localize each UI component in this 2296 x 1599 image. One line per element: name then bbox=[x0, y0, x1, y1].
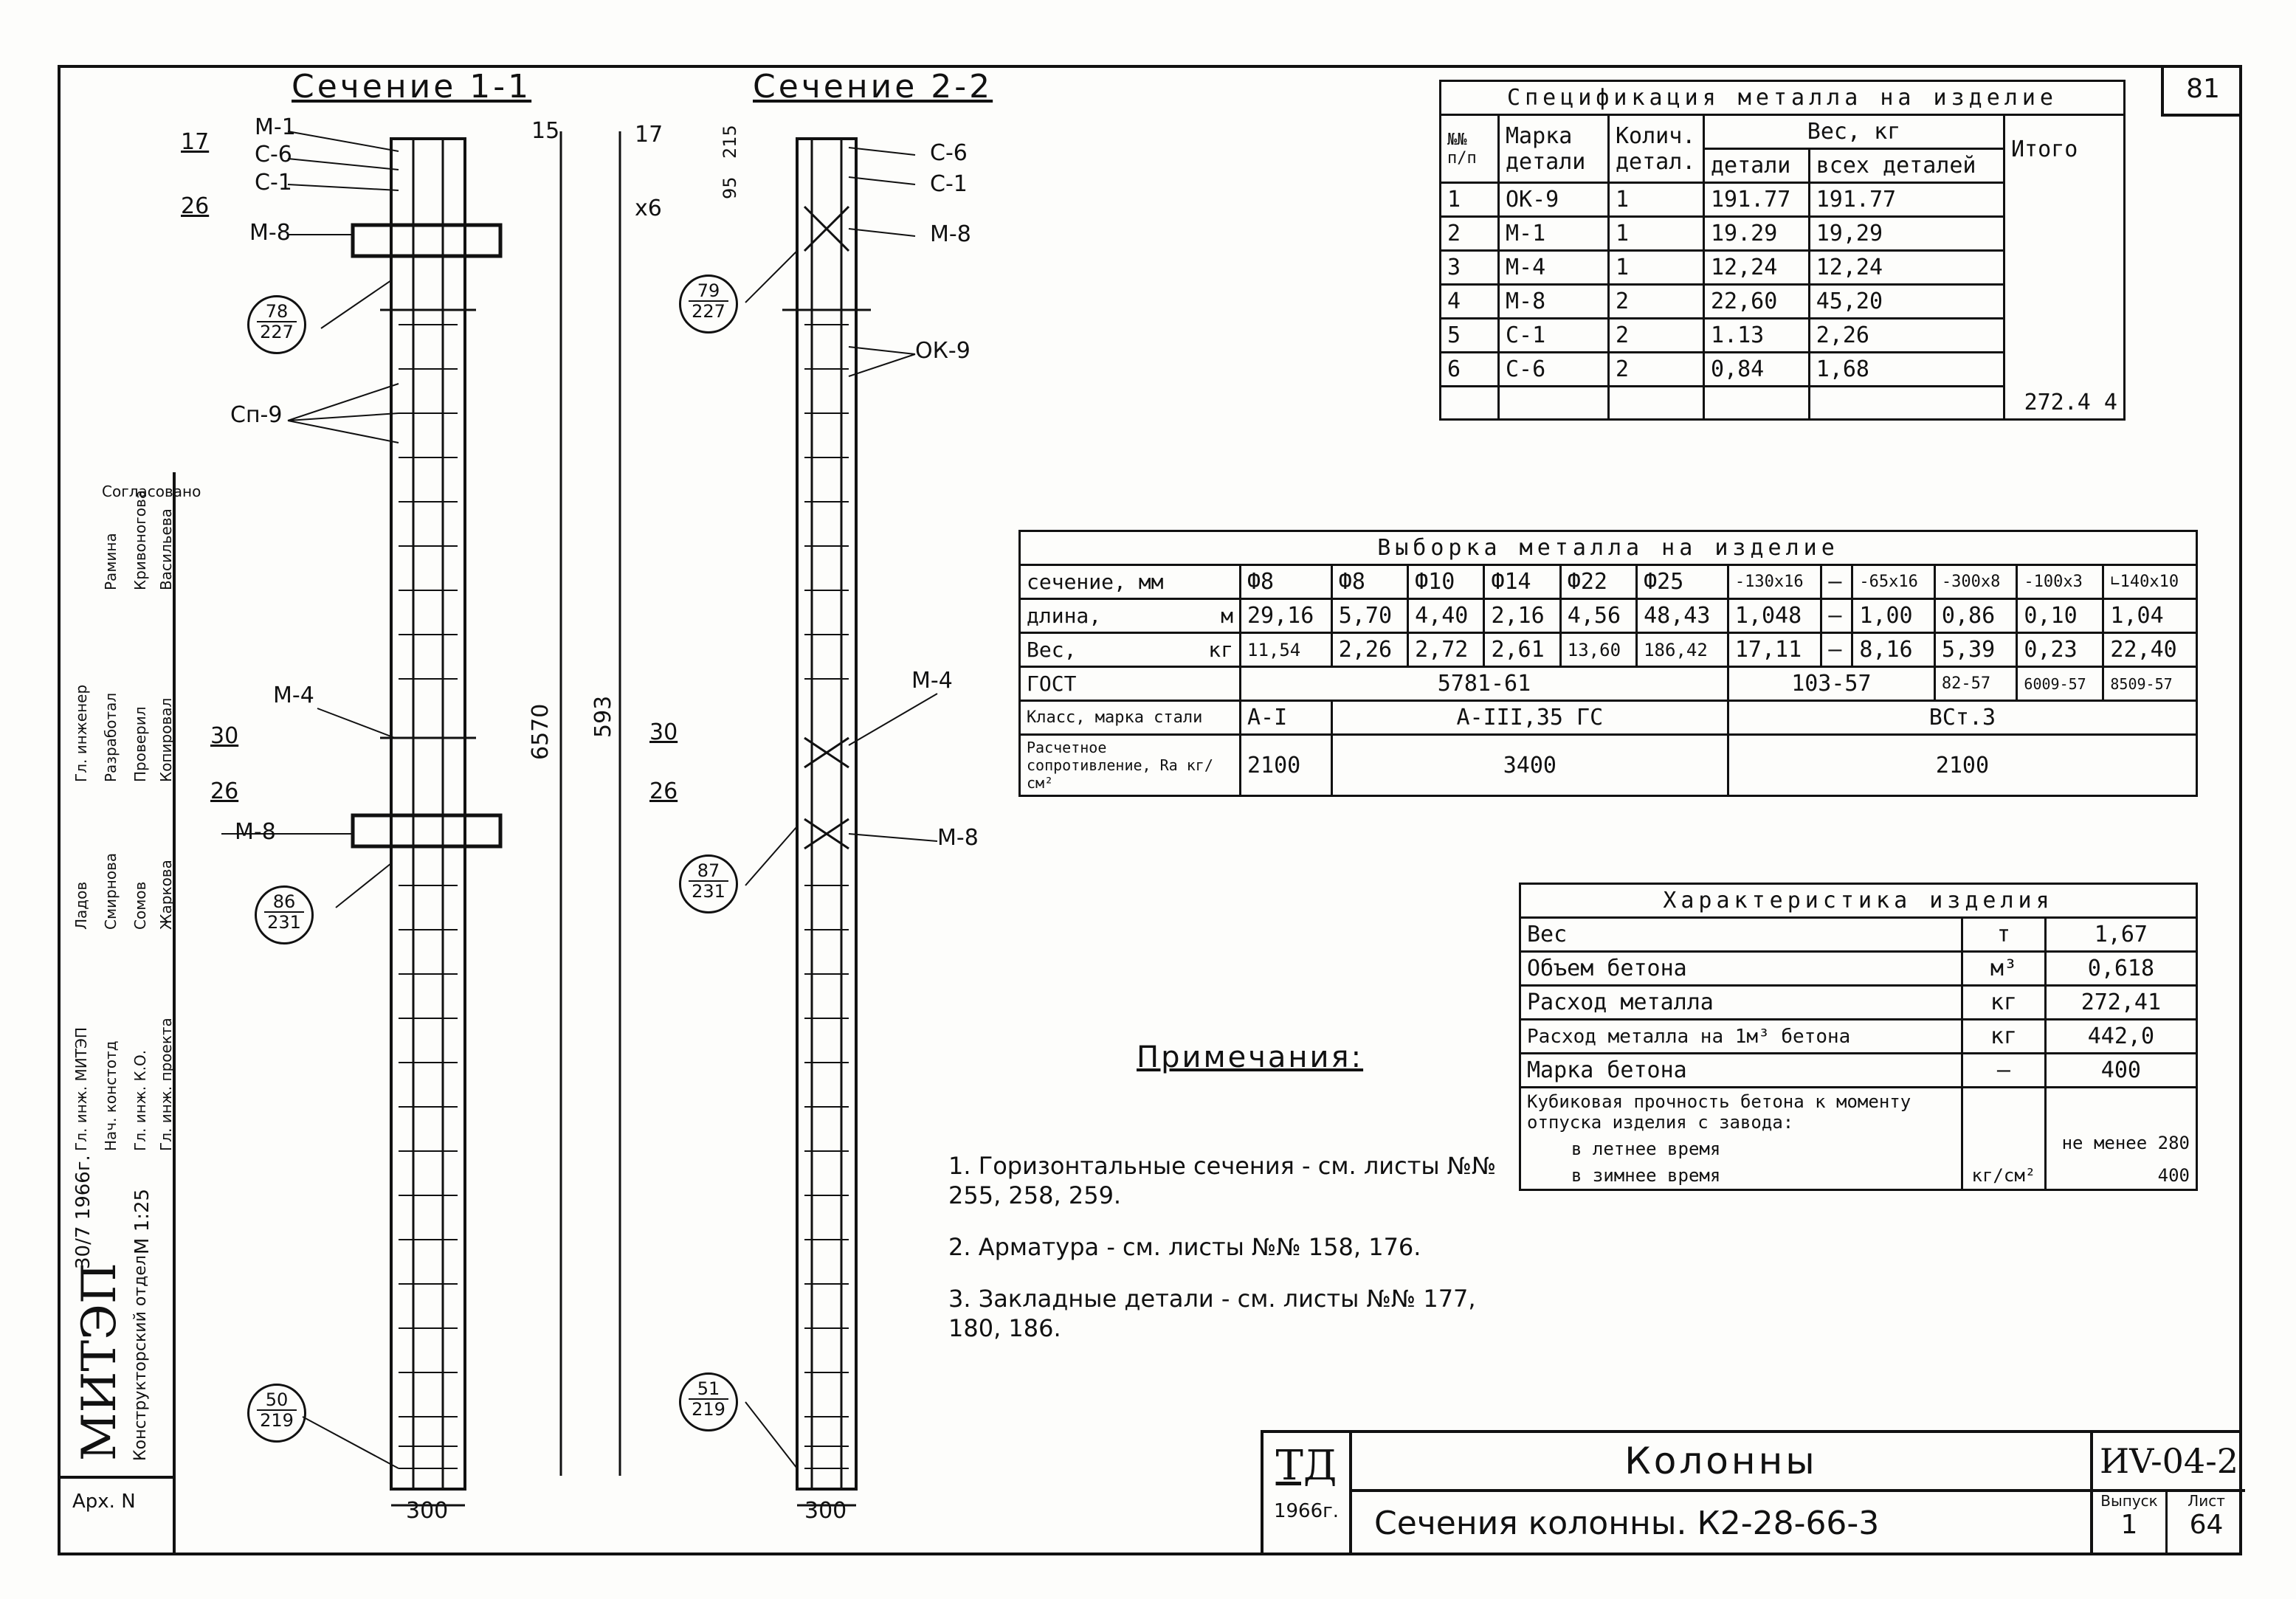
label-c1-s2: С-1 bbox=[930, 171, 968, 197]
dept-name: Конструкторский отдел bbox=[131, 1255, 150, 1461]
mark-26: 26 bbox=[181, 193, 210, 219]
role-2: Разработал bbox=[102, 692, 120, 782]
chief-3: Гл. инж. К.О. bbox=[131, 1049, 149, 1151]
table-row: 3 М-4 1 12,24 12,24 bbox=[1441, 251, 2125, 285]
role-3: Проверил bbox=[131, 706, 149, 782]
table-row: Вес, кг 11,54 2,26 2,72 2,61 13,60 186,42 17,11 — 8,16 5,39 0,23 22,40 bbox=[1020, 633, 2197, 667]
title-sheet-label: Лист bbox=[2188, 1492, 2225, 1510]
callout-50-219: 50 219 bbox=[247, 1384, 306, 1443]
spec-h-detail: детали bbox=[1704, 149, 1810, 183]
section-1-1-title: Сечение 1-1 bbox=[292, 68, 532, 106]
table-row: длина, м 29,16 5,70 4,40 2,16 4,56 48,43 1,048 — 1,00 0,86 0,10 1,04 bbox=[1020, 599, 2197, 633]
title-sheet: 64 bbox=[2189, 1510, 2224, 1540]
org-name: МИТЭП bbox=[72, 1263, 127, 1461]
label-m8-s2-bottom: М-8 bbox=[937, 825, 979, 851]
title-issue: 1 bbox=[2120, 1510, 2138, 1540]
section-2-2-title: Сечение 2-2 bbox=[753, 68, 993, 106]
callout-51-219: 51 219 bbox=[679, 1372, 738, 1431]
chief-1: Гл. инж. МИТЭП bbox=[72, 1027, 90, 1151]
person-vasilyeva: Васильева bbox=[157, 508, 175, 590]
callout-79-227: 79 227 bbox=[679, 274, 738, 334]
spec-h-total: Итого bbox=[2004, 115, 2124, 183]
spec-title: Спецификация металла на изделие bbox=[1441, 81, 2125, 115]
mark-17: 17 bbox=[181, 129, 210, 155]
title-issue-label: Выпуск bbox=[2100, 1492, 2158, 1510]
role-1: Гл. инженер bbox=[72, 684, 90, 782]
title-name2: Сечения колонны. К2-28-66-3 bbox=[1374, 1505, 1880, 1542]
table-row: сечение, мм Ф8 Ф8 Ф10 Ф14 Ф22 Ф25 -130х16 — -65х16 -300х8 -100х3 ∟140х10 bbox=[1020, 565, 2197, 599]
mark-30: 30 bbox=[210, 723, 239, 749]
chief-2: Нач. констотд bbox=[102, 1040, 120, 1151]
approved-label: Согласовано bbox=[102, 483, 201, 500]
person-ladov: Ладов bbox=[72, 881, 90, 930]
table-row: 5 С-1 2 1.13 2,26 bbox=[1441, 319, 2125, 353]
label-cp9: Сп-9 bbox=[230, 402, 283, 428]
dim-x6: х6 bbox=[635, 196, 662, 221]
label-m8-top: М-8 bbox=[249, 220, 291, 246]
table-row: 1 ОК-9 1 191.77 191.77 bbox=[1441, 183, 2125, 217]
spec-h-all: всех деталей bbox=[1809, 149, 2004, 183]
title-year: 1966г. bbox=[1273, 1500, 1340, 1522]
label-m4: М-4 bbox=[273, 683, 314, 708]
dim-300-left: 300 bbox=[406, 1498, 449, 1524]
table-row: Кубиковая прочность бетона к моменту отпуска изделия с завода: в летнее время в зимнее время кг/см² не менее 280 400 bbox=[1520, 1088, 2197, 1190]
label-m1: М-1 bbox=[255, 114, 296, 140]
sel-section-label: сечение, мм bbox=[1020, 565, 1241, 599]
label-m8-bottom: М-8 bbox=[235, 819, 276, 845]
spec-total: 272.4 4 bbox=[2004, 387, 2124, 420]
callout-86-231: 86 231 bbox=[255, 885, 314, 944]
table-row: Объем бетона м³ 0,618 bbox=[1520, 952, 2197, 986]
table-row: Расход металла на 1м³ бетона кг 442,0 bbox=[1520, 1020, 2197, 1054]
title-block bbox=[1261, 1430, 2242, 1555]
table-row: Марка бетона — 400 bbox=[1520, 1054, 2197, 1088]
mark-30-s2: 30 bbox=[649, 719, 678, 745]
left-title-block bbox=[58, 472, 201, 1555]
table-row: Расход металла кг 272,41 bbox=[1520, 986, 2197, 1020]
person-smirnova: Смирнова bbox=[102, 852, 120, 930]
label-c6-s2: С-6 bbox=[930, 140, 968, 166]
dim-15: 15 bbox=[531, 118, 560, 144]
person-krivonogova: Кривоногова bbox=[131, 489, 149, 590]
dim-593: 593 bbox=[590, 695, 616, 738]
scale: М 1:25 bbox=[131, 1188, 154, 1254]
table-row: Вес т 1,67 bbox=[1520, 918, 2197, 952]
person-zharkova: Жаркова bbox=[157, 860, 175, 930]
label-m4-s2: М-4 bbox=[911, 668, 953, 694]
table-row: 2 М-1 1 19.29 19,29 bbox=[1441, 217, 2125, 251]
spec-total-row bbox=[1441, 387, 2125, 420]
callout-87-231: 87 231 bbox=[679, 854, 738, 914]
label-m8-s2: М-8 bbox=[930, 221, 971, 247]
label-c6: С-6 bbox=[255, 142, 292, 168]
role-4: Копировал bbox=[157, 697, 175, 782]
spec-h-mark: Марка детали bbox=[1499, 115, 1609, 183]
character-title: Характеристика изделия bbox=[1520, 884, 2197, 918]
label-ok9: ОК-9 bbox=[915, 338, 971, 364]
dim-17: 17 bbox=[635, 122, 663, 148]
dim-300-right: 300 bbox=[804, 1498, 847, 1524]
characteristic-table bbox=[1519, 883, 2198, 1191]
dim-6570: 6570 bbox=[528, 703, 554, 760]
person-ramina: Рамина bbox=[102, 533, 120, 590]
sheet-number: 81 bbox=[2186, 74, 2220, 104]
note-3: 3. Закладные детали - см. листы №№ 177, 180, 186. bbox=[948, 1285, 1476, 1342]
dim-95: 95 bbox=[720, 176, 740, 199]
callout-78-227: 78 227 bbox=[247, 295, 306, 354]
spec-h-weight: Вес, кг bbox=[1704, 115, 2004, 149]
mark-26-lower: 26 bbox=[210, 778, 239, 804]
title-name1: Колонны bbox=[1352, 1433, 2090, 1492]
dim-215: 215 bbox=[720, 125, 740, 159]
table-row: 4 М-8 2 22,60 45,20 bbox=[1441, 285, 2125, 319]
title-td: ТД bbox=[1275, 1442, 1337, 1490]
archive-label: Арх. N bbox=[72, 1491, 136, 1513]
date: 30/7 1966г. bbox=[72, 1155, 94, 1269]
person-somov: Сомов bbox=[131, 881, 149, 930]
notes-list bbox=[948, 1151, 1509, 1365]
selection-title: Выборка металла на изделие bbox=[1020, 531, 2197, 565]
table-row: Класс, марка стали А-I А-III,35 ГС ВСт.3 bbox=[1020, 701, 2197, 735]
selection-table bbox=[1018, 530, 2198, 797]
title-code: ИV-04-2 bbox=[2090, 1433, 2245, 1492]
spec-table bbox=[1439, 80, 2126, 421]
spec-h-qty: Колич. детал. bbox=[1609, 115, 1704, 183]
table-row: ГОСТ 5781-61 103-57 82-57 6009-57 8509-57 bbox=[1020, 667, 2197, 701]
note-2: 2. Арматура - см. листы №№ 158, 176. bbox=[948, 1233, 1421, 1261]
spec-h-no: №№ п/п bbox=[1441, 115, 1499, 183]
table-row: 6 С-6 2 0,84 1,68 bbox=[1441, 353, 2125, 387]
label-c1: С-1 bbox=[255, 170, 292, 196]
note-1: 1. Горизонтальные сечения - см. листы №№ 255, 258, 259. bbox=[948, 1152, 1497, 1209]
notes-title: Примечания: bbox=[1137, 1040, 1364, 1074]
table-row: Расчетное сопротивление, Ra кг/см² 2100 3400 2100 bbox=[1020, 735, 2197, 796]
mark-26-s2: 26 bbox=[649, 778, 678, 804]
chief-4: Гл. инж. проекта bbox=[157, 1018, 175, 1151]
